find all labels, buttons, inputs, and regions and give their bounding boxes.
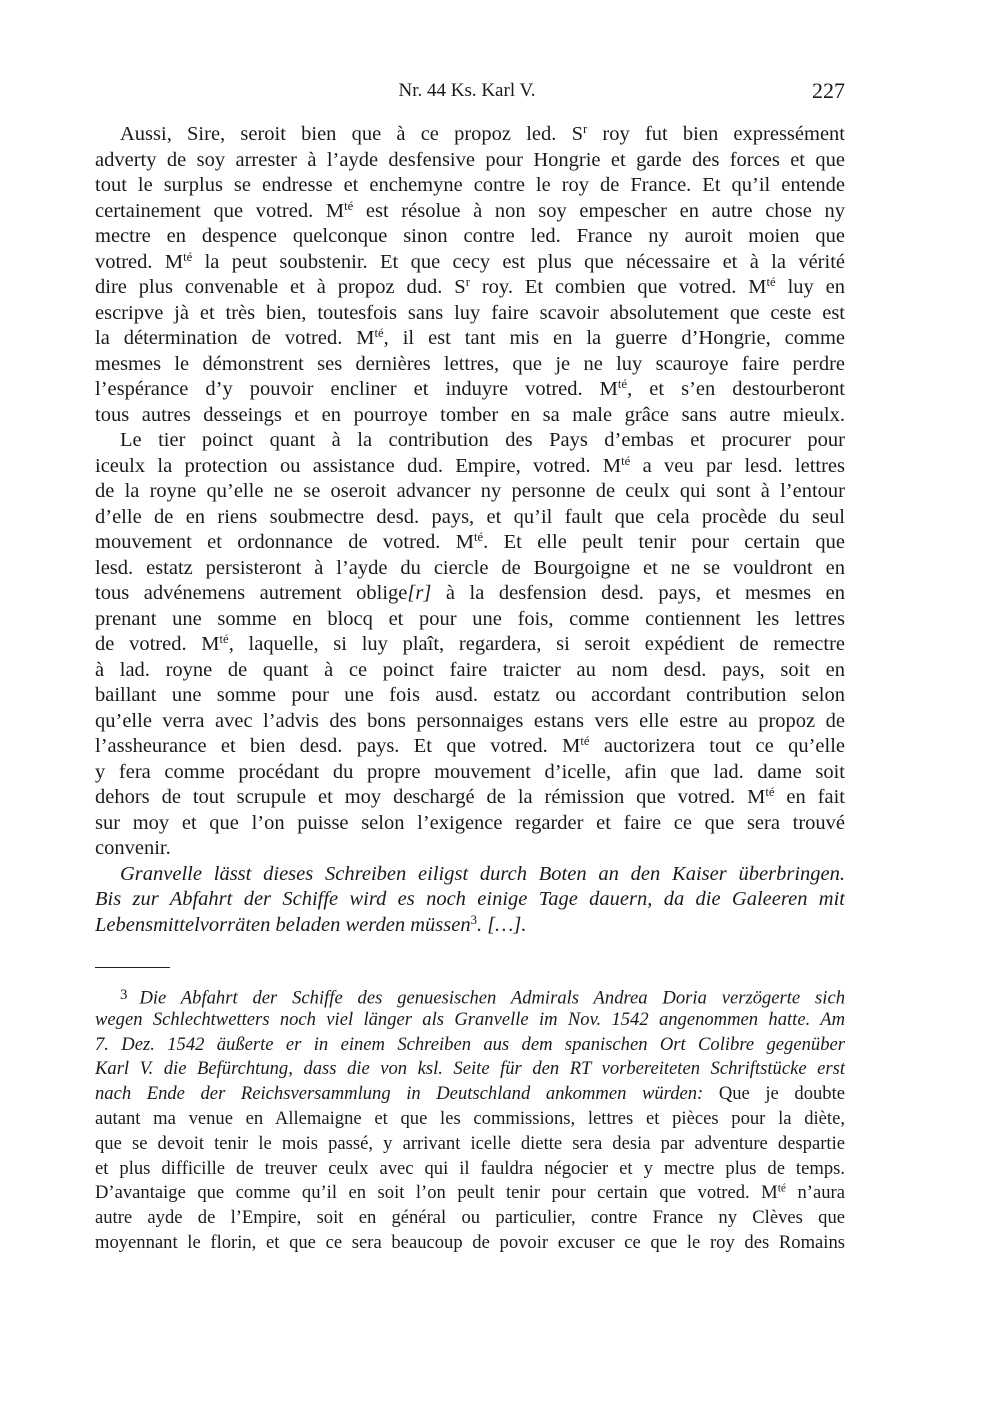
- text-line: [95, 658, 845, 684]
- text-run: roy fut bien expressément: [587, 123, 845, 145]
- text-run: prenant une somme en blocq et pour une fois, comme contiennent les lettres: [95, 607, 845, 630]
- text-line: [95, 836, 845, 862]
- italic-run: . […].: [476, 913, 527, 936]
- text-run: que se devoit tenir le mois passé, y arrivant icelle diette sera desia par adventure despartie: [95, 1132, 845, 1154]
- text-line: [95, 683, 845, 709]
- italic-run: Granvelle lässt dieses Schreiben eiligst durch Boten an den Kaiser überbringen.: [120, 862, 845, 885]
- superscript: té: [183, 249, 193, 264]
- footnote-rule: [95, 967, 170, 968]
- text-run: autre ayde de l’Empire, soit en général ou particulier, contre France ny Clèves que: [95, 1207, 845, 1229]
- text-line: [95, 530, 845, 556]
- footnote-line: [95, 983, 845, 1008]
- text-run: Que je doubte: [703, 1083, 845, 1105]
- text-run: certainement que votred. M: [95, 199, 345, 222]
- text-run: mectre en despence quelconque sinon contre led. France ny auroit moien que: [95, 225, 845, 247]
- text-run: escripve jà et très bien, toutesfois sans luy faire scavoir absolutement que ceste est: [95, 301, 845, 324]
- italic-run: Die Abfahrt der Schiffe des genuesischen Admirals Andrea Doria verzögerte sich: [139, 987, 845, 1008]
- footnote-line: [95, 1008, 845, 1033]
- text-run: autant ma venue en Allemaigne et que les commissions, lettres et pièces pour la diète,: [95, 1107, 845, 1129]
- superscript: té: [474, 530, 484, 545]
- text-run: est résolue à non soy empescher en autre chose ny: [353, 199, 845, 222]
- text-run: mouvement et ordonnance de votred. M: [95, 531, 474, 553]
- text-run: qu’elle verra avec l’advis des bons personnaiges estans vers elle estre au propoz de: [95, 709, 845, 732]
- text-run: à la desfension desd. pays, et mesmes en: [431, 582, 845, 604]
- superscript: té: [621, 453, 631, 468]
- footnote-line: [95, 1231, 845, 1256]
- text-line: [95, 913, 845, 939]
- footnote-line: [95, 1206, 845, 1231]
- text-line: [95, 377, 845, 403]
- text-line: [95, 760, 845, 786]
- text-line: [95, 785, 845, 811]
- italic-run: Lebensmittelvorräten beladen werden müssen: [95, 913, 471, 936]
- text-line: [95, 301, 845, 327]
- italic-run: 7. Dez. 1542 äußerte er in einem Schreiben aus dem spanischen Ort Colibre gegenüber: [95, 1033, 845, 1055]
- text-line: [95, 428, 845, 454]
- superscript: té: [344, 198, 354, 213]
- text-run: tous autres desseings et en pourroye tomber en sa male grâce sans autre mieulx.: [95, 403, 845, 426]
- text-run: sur moy et que l’on puisse selon l’exigence regarder et faire ce que sera trouvé: [95, 811, 845, 834]
- text-line: [95, 811, 845, 837]
- footnote-line: [95, 1082, 845, 1107]
- text-line: [95, 454, 845, 480]
- text-run: dire plus convenable et à propoz dud. S: [95, 276, 466, 298]
- text-run: adverty de soy arrester à l’ayde desfensive pour Hongrie et garde des forces et que: [95, 148, 845, 171]
- footnote-line: [95, 1132, 845, 1157]
- text-line: [95, 224, 845, 250]
- text-line: [95, 607, 845, 633]
- text-run: de votred. M: [95, 633, 220, 655]
- text-run: l’espérance d’y pouvoir encliner et induyre votred. M: [95, 378, 618, 400]
- text-line: [95, 352, 845, 378]
- superscript: r: [583, 122, 588, 137]
- superscript: té: [765, 785, 775, 800]
- text-run: D’avantaige que comme qu’il en soit l’on peult tenir pour certain que votred. M: [95, 1182, 778, 1204]
- text-run: en fait: [774, 786, 845, 808]
- text-run: , et s’en destourberont: [627, 378, 845, 400]
- footnote-line: [95, 1033, 845, 1058]
- superscript: té: [766, 275, 776, 290]
- text-run: lesd. estatz persisteront à l’ayde du ciercle de Bourgoigne et ne se vouldront en: [95, 556, 845, 579]
- footnote-number: 3: [120, 987, 128, 1003]
- text-line: [95, 250, 845, 276]
- text-run: de la royne qu’elle ne se oseroit advancer ny personne de ceulx qui sont à l’entour: [95, 480, 845, 502]
- text-run: a veu par lesd. lettres: [630, 454, 845, 477]
- text-run: votred. M: [95, 250, 184, 273]
- text-line: [95, 734, 845, 760]
- superscript: r: [465, 275, 470, 290]
- text-run: iceulx la protection ou assistance dud. Empire, votred. M: [95, 454, 622, 477]
- footnote-line: [95, 1107, 845, 1132]
- superscript: té: [219, 632, 229, 647]
- text-line: [95, 556, 845, 582]
- text-line: [95, 887, 845, 913]
- text-run: Aussi, Sire, seroit bien que à ce propoz led. S: [120, 123, 583, 145]
- italic-run: Bis zur Abfahrt der Schiffe wird es noch einige Tage dauern, da die Galeeren mit: [95, 888, 845, 910]
- footnote-line: [95, 1157, 845, 1182]
- text-run: à lad. royne de quant à ce poinct faire traicter au nom desd. pays, soit en: [95, 658, 845, 681]
- superscript: 3: [470, 912, 477, 927]
- text-run: , laquelle, si luy plaît, regardera, si seroit expédient de remectre: [228, 633, 845, 655]
- text-run: moyennant le florin, et que ce sera beaucoup de povoir excuser ce que le roy des Romains: [95, 1231, 845, 1253]
- text-run: et plus difficille de treuver ceulx avec qui il fauldra négocier et y mectre plus de temps.: [95, 1157, 845, 1179]
- text-line: [95, 632, 845, 658]
- italic-run: [r]: [407, 582, 432, 604]
- text-run: dehors de tout scrupule et moy deschargé de la rémission que votred. M: [95, 786, 766, 808]
- superscript: té: [777, 1183, 787, 1196]
- text-line: [95, 709, 845, 735]
- italic-run: Karl V. die Befürchtung, dass die von ksl. Seite für den RT vorbereiteten Schriftstücke erst: [95, 1058, 845, 1080]
- text-line: [95, 862, 845, 888]
- text-run: luy en: [775, 276, 845, 298]
- text-run: Le tier poinct quant à la contribution des Pays d’embas et procurer pour: [120, 429, 845, 451]
- text-line: [95, 505, 845, 531]
- page-number: 227: [812, 78, 845, 103]
- text-run: roy. Et combien que votred. M: [469, 276, 767, 298]
- text-run: . Et elle peult tenir pour certain que: [483, 531, 845, 553]
- superscript: té: [580, 734, 590, 749]
- footnote: [95, 983, 845, 1256]
- italic-run: nach Ende der Reichsversammlung in Deutschland ankommen würden:: [95, 1083, 704, 1105]
- text-run: convenir.: [95, 837, 171, 859]
- text-run: d’elle de en riens soubmectre desd. pays, et qu’il fault que cela procède du seul: [95, 505, 845, 528]
- main-text: [95, 122, 845, 938]
- text-run: y fera comme procédant du propre mouvement d’icelle, afin que lad. dame soit: [95, 760, 845, 783]
- text-run: la peut soubstenir. Et que cecy est plus que nécessaire et à la vérité: [192, 250, 845, 273]
- text-line: [95, 479, 845, 505]
- text-run: l’assheurance et bien desd. pays. Et que votred. M: [95, 735, 581, 757]
- footnote-line: [95, 1057, 845, 1082]
- text-run: auctorizera tout ce qu’elle: [589, 735, 845, 757]
- footnote-line: [95, 1181, 845, 1206]
- text-run: baillant une somme pour une fois ausd. estatz ou accordant contribution selon: [95, 684, 845, 706]
- italic-run: wegen Schlechtwetters noch viel länger als Granvelle im Nov. 1542 angenommen hatte. Am: [95, 1008, 845, 1030]
- text-run: tous advénemens autrement oblige: [95, 582, 408, 604]
- text-line: [95, 581, 845, 607]
- text-line: [95, 122, 845, 148]
- text-run: la détermination de votred. M: [95, 327, 375, 349]
- text-run: n’aura: [786, 1182, 845, 1204]
- text-line: [95, 173, 845, 199]
- text-run: , il est tant mis en la guerre d’Hongrie, comme: [383, 327, 845, 349]
- text-run: tout le surplus se endresse et enchemyne contre le roy de France. Et qu’il entende: [95, 174, 845, 196]
- superscript: té: [374, 326, 384, 341]
- text-line: [95, 275, 845, 301]
- text-run: mesmes le démonstrent ses dernières lettres, que je ne luy scauroye faire perdre: [95, 352, 845, 375]
- running-head: Nr. 44 Ks. Karl V.: [398, 80, 536, 101]
- superscript: té: [617, 377, 628, 392]
- text-line: [95, 326, 845, 352]
- text-line: [95, 148, 845, 174]
- text-line: [95, 199, 845, 225]
- text-line: [95, 403, 845, 429]
